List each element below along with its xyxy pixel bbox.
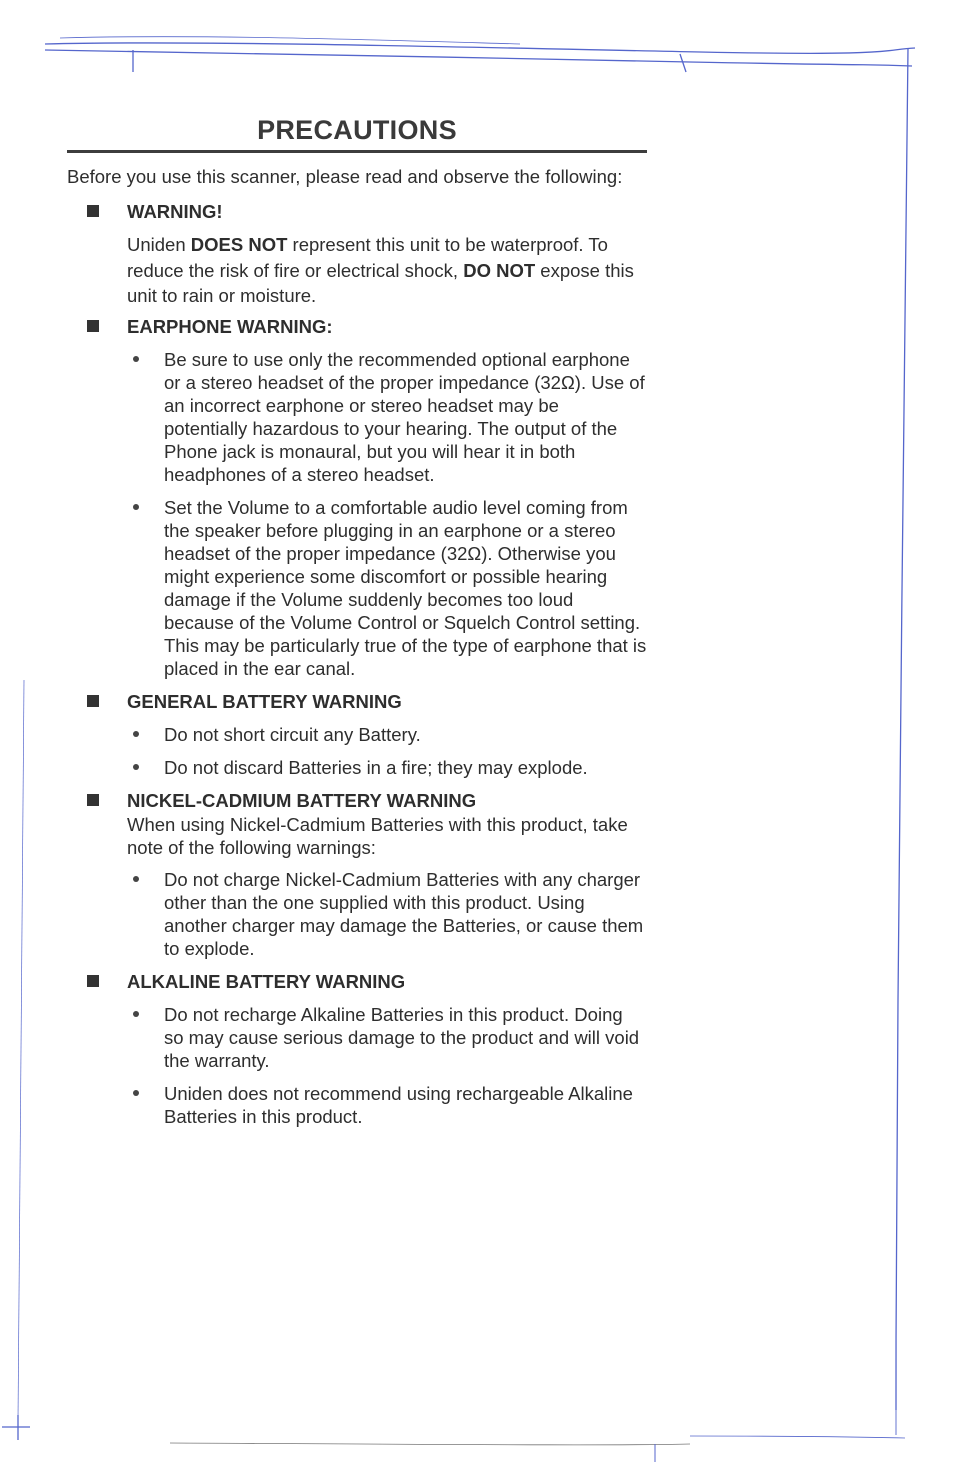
earphone-heading: EARPHONE WARNING: <box>127 315 333 337</box>
warning-text: Uniden DOES NOT represent this unit to be waterproof. To reduce the risk of fire or electrical shock, DO NOT expose this unit to rain or moisture. <box>127 234 634 306</box>
page-title: PRECAUTIONS <box>67 112 647 153</box>
nicad-heading: NICKEL-CADMIUM BATTERY WARNING <box>127 789 477 811</box>
list-item: Set the Volume to a comfortable audio level coming from the speaker before plugging in an earphone or a stereo headset of the proper impedance (32Ω). Otherwise you might experience some discomfort or possible hearing damage if the Volume suddenly becomes too loud because of the Volume Control or Squelch Control setting. This may be particularly true of the type of earphone that is placed in the ear canal. <box>127 496 647 680</box>
list-item: Be sure to use only the recommended optional earphone or a stereo headset of the proper impedance (32Ω). Use of an incorrect earphone or stereo headset may be potentially hazardous to your hearing. The output of the Phone jack is monaural, but you will hear it in both headphones of a stereo headset. <box>127 348 647 486</box>
warning-heading: WARNING! <box>127 201 223 222</box>
list-item: Do not recharge Alkaline Batteries in this product. Doing so may cause serious damage to the product and will void the warranty. <box>127 1003 647 1072</box>
warning-section <box>67 200 647 309</box>
precautions-page <box>67 112 647 1138</box>
list-item: Do not short circuit any Battery. <box>127 723 647 746</box>
nicad-intro: When using Nickel-Cadmium Batteries with this product, take note of the following warnings: <box>127 813 628 858</box>
list-item: Uniden does not recommend using rechargeable Alkaline Batteries in this product. <box>127 1082 647 1128</box>
dot-bullet-icon <box>133 1090 139 1096</box>
alkaline-section <box>67 970 647 1128</box>
square-bullet-icon <box>87 695 99 707</box>
alkaline-heading: ALKALINE BATTERY WARNING <box>127 970 406 992</box>
square-bullet-icon <box>87 794 99 806</box>
dot-bullet-icon <box>133 764 139 770</box>
square-bullet-icon <box>87 975 99 987</box>
square-bullet-icon <box>87 320 99 332</box>
earphone-section <box>67 315 647 680</box>
dot-bullet-icon <box>133 731 139 737</box>
dot-bullet-icon <box>133 356 139 362</box>
intro-text: Before you use this scanner, please read and observe the following: <box>67 166 623 187</box>
dot-bullet-icon <box>133 504 139 510</box>
general-battery-heading: GENERAL BATTERY WARNING <box>127 690 402 712</box>
list-item: Do not charge Nickel-Cadmium Batteries with any charger other than the one supplied with this product. Using another charger may damage the Batteries, or cause them to explode. <box>127 868 647 960</box>
dot-bullet-icon <box>133 876 139 882</box>
general-battery-section <box>67 690 647 779</box>
dot-bullet-icon <box>133 1011 139 1017</box>
square-bullet-icon <box>87 205 99 217</box>
list-item: Do not discard Batteries in a fire; they may explode. <box>127 756 647 779</box>
nicad-section <box>67 789 647 960</box>
